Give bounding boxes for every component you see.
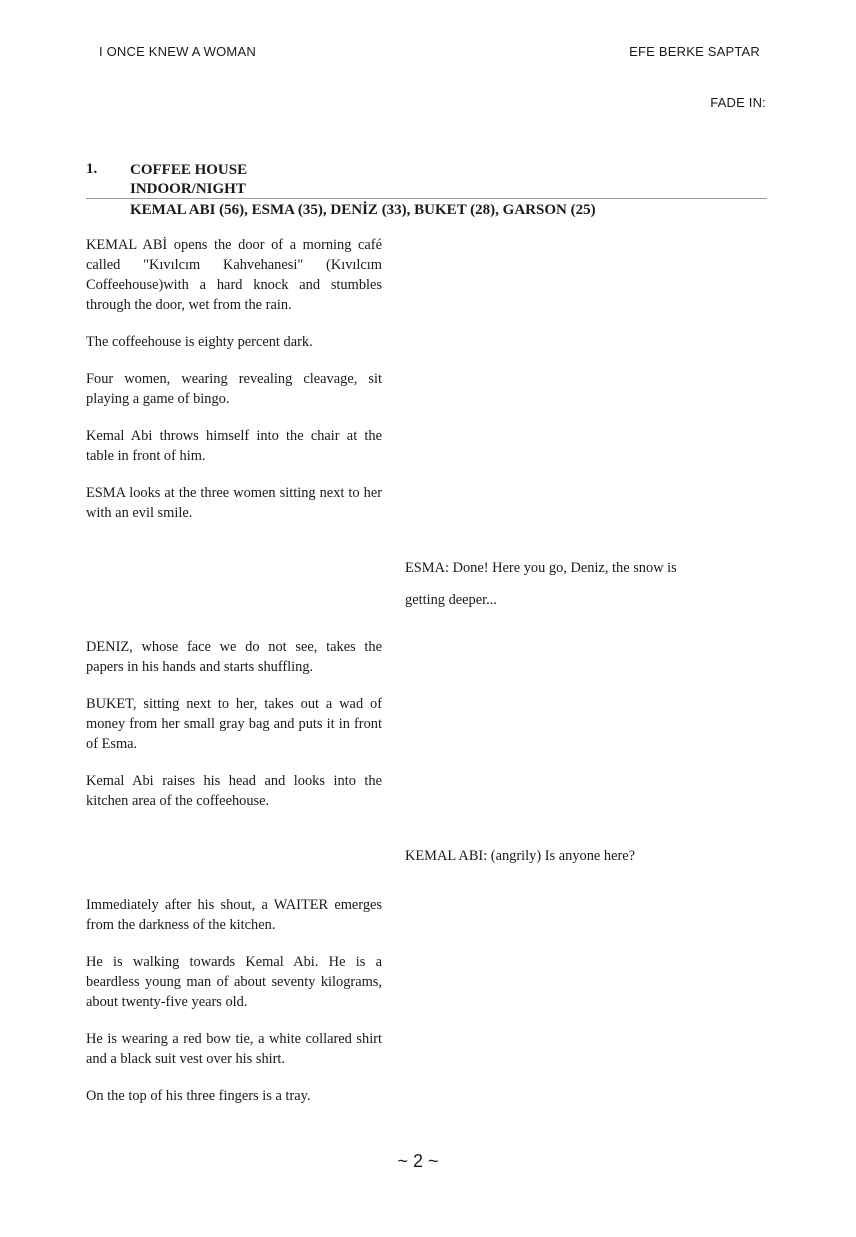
dialogue-kemal: KEMAL ABI: (angrily) Is anyone here? [405, 848, 636, 864]
action-block [86, 235, 382, 540]
header-author: EFE BERKE SAPTAR [629, 44, 760, 59]
dialogue-esma-line1: ESMA: Done! Here you go, Deniz, the snow is [405, 560, 677, 576]
header-title: I ONCE KNEW A WOMAN [99, 44, 256, 59]
scene-divider [86, 198, 767, 199]
action-paragraph: Four women, wearing revealing cleavage, sit playing a game of bingo. [86, 371, 382, 407]
page-number: ~ 2 ~ [397, 1151, 439, 1171]
action-paragraph: DENIZ, whose face we do not see, takes the papers in his hands and starts shuffling. [86, 639, 382, 675]
scene-location: COFFEE HOUSE [130, 162, 248, 178]
transition-label: FADE IN: [710, 95, 766, 110]
scene-number: 1. [86, 161, 98, 177]
action-paragraph: The coffeehouse is eighty percent dark. [86, 334, 313, 350]
action-paragraph: On the top of his three fingers is a tray. [86, 1088, 311, 1104]
scene-cast: KEMAL ABI (56), ESMA (35), DENİZ (33), BUKET (28), GARSON (25) [130, 202, 596, 218]
action-paragraph: He is wearing a red bow tie, a white collared shirt and a black suit vest over his shirt. [86, 1031, 382, 1067]
dialogue-esma-line2: getting deeper... [405, 592, 497, 608]
action-block [86, 637, 382, 828]
action-block [86, 895, 382, 1123]
action-paragraph: He is walking towards Kemal Abi. He is a beardless young man of about seventy kilograms, about twenty-five years old. [86, 954, 382, 1010]
action-paragraph: Kemal Abi raises his head and looks into the kitchen area of the coffeehouse. [86, 773, 382, 809]
action-paragraph: KEMAL ABİ opens the door of a morning café called "Kıvılcım Kahvehanesi" (Kıvılcım Coffeehouse)with a hard knock and stumbles through the door, wet from the rain. [86, 237, 382, 313]
scene-time: INDOOR/NIGHT [130, 181, 246, 197]
action-paragraph: ESMA looks at the three women sitting next to her with an evil smile. [86, 485, 382, 521]
action-paragraph: BUKET, sitting next to her, takes out a wad of money from her small gray bag and puts it in front of Esma. [86, 696, 382, 752]
action-paragraph: Immediately after his shout, a WAITER emerges from the darkness of the kitchen. [86, 897, 382, 933]
action-paragraph: Kemal Abi throws himself into the chair at the table in front of him. [86, 428, 382, 464]
